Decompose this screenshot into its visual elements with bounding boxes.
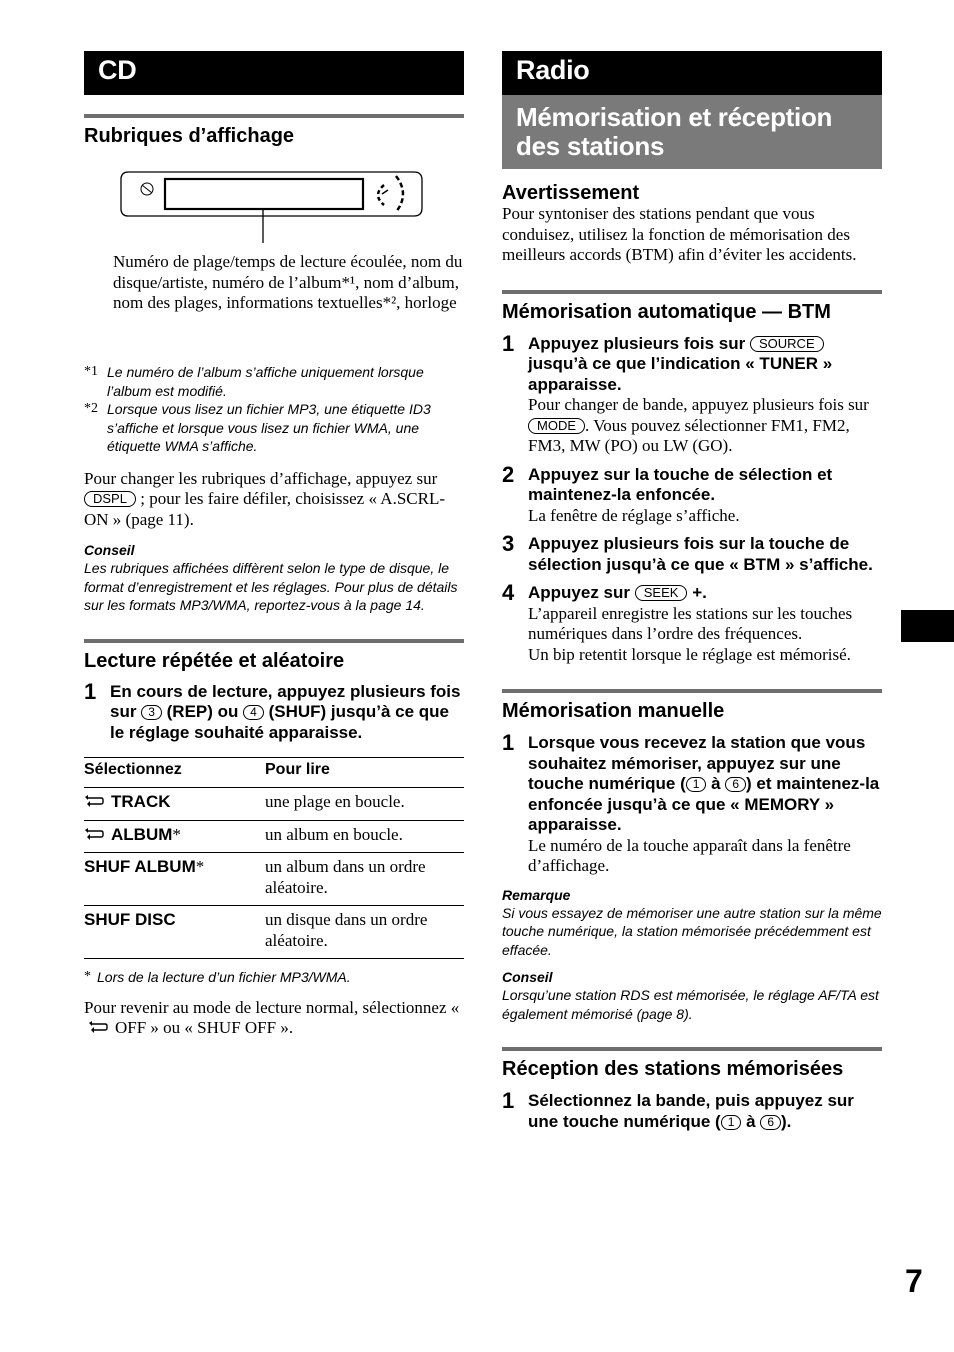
step-text: ) et maintenez-la enfoncée jusqu’à ce que « MEMORY » apparaisse. bbox=[528, 774, 880, 834]
step-detail: Le numéro de la touche apparaît dans la fenêtre d’affichage. bbox=[528, 835, 851, 875]
step-number: 2 bbox=[502, 461, 515, 487]
repeat-step-1 bbox=[84, 678, 464, 744]
step-text: à bbox=[746, 1111, 756, 1131]
table-row bbox=[84, 906, 464, 959]
step-text: Lorsque vous recevez la station que vous souhaitez mémoriser, appuyez sur une touche numérique ( bbox=[528, 733, 866, 793]
step-text: Sélectionnez la bande, puis appuyez sur une touche numérique ( bbox=[528, 1091, 854, 1131]
tip-title: Conseil bbox=[502, 969, 553, 985]
step-instruction: Appuyez sur la touche de sélection et maintenez-la enfoncée. bbox=[528, 464, 833, 504]
detail-text: . Vous pouvez sélectionner FM1, FM2, FM3, MW (PO) ou LW (GO). bbox=[528, 415, 850, 455]
source-key: SOURCE bbox=[750, 336, 824, 352]
step-instruction bbox=[528, 334, 882, 396]
play-mode-table bbox=[84, 757, 464, 959]
mode-label: TRACK bbox=[111, 792, 171, 811]
table-cell-select bbox=[84, 820, 265, 853]
column-header-play: Pour lire bbox=[265, 761, 330, 778]
step-text: jusqu’à ce que l’indication « TUNER » apparaisse. bbox=[528, 354, 833, 394]
display-change-paragraph bbox=[84, 469, 464, 531]
car-stereo-display-diagram bbox=[84, 163, 464, 243]
seek-key: SEEK bbox=[635, 585, 688, 601]
step-number: 1 bbox=[502, 330, 515, 356]
step-detail bbox=[528, 395, 882, 457]
step-instruction bbox=[110, 682, 464, 744]
dspl-key: DSPL bbox=[84, 491, 136, 507]
step-number: 1 bbox=[502, 1088, 515, 1113]
section-header-cd: CD bbox=[84, 51, 464, 95]
paragraph-text: OFF » ou « SHUF OFF ». bbox=[115, 1018, 294, 1037]
warning-title: Avertissement bbox=[502, 182, 640, 204]
step-instruction bbox=[528, 583, 882, 604]
step-detail: L’appareil enregistre les stations sur les touches numériques dans l’ordre des fréquences. bbox=[528, 603, 853, 643]
paragraph-text: Pour revenir au mode de lecture normal, sélectionnez « bbox=[84, 997, 460, 1017]
footnote-text: Lorsque vous lisez un fichier MP3, une étiquette ID3 s’affiche et lorsque vous lisez un fichier WMA, une étiquette WMA s’affiche. bbox=[107, 401, 431, 454]
tip-text: Les rubriques affichées diffèrent selon le type de disque, le format d’enregistrement et les réglages. Pour plus de détails sur les formats MP3/WMA, reportez-vous à la page 14. bbox=[84, 560, 458, 613]
table-cell-select bbox=[84, 853, 265, 906]
key-6: 6 bbox=[760, 1115, 781, 1130]
table-header-row bbox=[84, 758, 464, 788]
paragraph-text: Pour changer les rubriques d’affichage, appuyez sur bbox=[84, 468, 438, 488]
btm-step-4 bbox=[502, 580, 882, 665]
repeat-icon bbox=[88, 1020, 109, 1034]
remark-title: Remarque bbox=[502, 886, 571, 903]
asterisk: * bbox=[195, 857, 205, 876]
asterisk: * bbox=[172, 824, 181, 844]
receive-stations-heading: Réception des stations mémorisées bbox=[502, 1047, 882, 1082]
step-text: (SHUF) jusqu’à ce que le réglage souhaité apparaisse. bbox=[110, 702, 449, 742]
tip-text: Lorsqu’une station RDS est mémorisée, le réglage AF/TA est également mémorisé (page 8). bbox=[502, 987, 879, 1022]
step-detail: La fenêtre de réglage s’affiche. bbox=[528, 505, 740, 525]
key-6: 6 bbox=[725, 777, 746, 792]
step-instruction bbox=[528, 733, 882, 836]
receive-step-1 bbox=[502, 1088, 882, 1132]
step-text: Appuyez plusieurs fois sur bbox=[528, 333, 746, 353]
key-1: 1 bbox=[721, 1115, 742, 1130]
display-illustration bbox=[84, 149, 464, 354]
table-footnote bbox=[84, 968, 464, 987]
table-cell-select bbox=[84, 788, 265, 821]
btm-step-2 bbox=[502, 461, 882, 527]
table-cell-play: un album en boucle. bbox=[265, 824, 403, 844]
mode-label: SHUF DISC bbox=[84, 910, 176, 929]
step-text: ). bbox=[781, 1111, 792, 1131]
step-text: (REP) ou bbox=[166, 702, 239, 721]
table-row bbox=[84, 788, 464, 821]
column-header-select: Sélectionnez bbox=[84, 761, 182, 778]
btm-step-1 bbox=[502, 330, 882, 457]
paragraph-text: ; pour les faire défiler, choisissez « A.SCRL-ON » (page 11). bbox=[84, 489, 445, 529]
display-items-heading: Rubriques d’affichage bbox=[84, 114, 464, 149]
btm-step-3 bbox=[502, 531, 882, 575]
mode-label: SHUF ALBUM bbox=[84, 857, 196, 876]
chapter-tab bbox=[901, 610, 954, 642]
mode-label: ALBUM bbox=[111, 824, 173, 844]
table-row bbox=[84, 853, 464, 906]
section-subheader: Mémorisation et réception des stations bbox=[502, 95, 882, 169]
display-items-caption: Numéro de plage/temps de lecture écoulée, nom du disque/artiste, numéro de l’album*¹, nom d’album, nom des plages, informations textuelles*², horloge bbox=[113, 252, 463, 312]
step-instruction: Appuyez plusieurs fois sur la touche de sélection jusqu’à ce que « BTM » s’affiche. bbox=[528, 534, 873, 574]
step-text: Appuyez sur bbox=[528, 583, 631, 602]
warning-text: Pour syntoniser des stations pendant que vous conduisez, utilisez la fonction de mémorisation des meilleurs accords (BTM) afin d’éviter les accidents. bbox=[502, 204, 857, 264]
step-number: 1 bbox=[84, 678, 97, 704]
step-text: En cours de lecture, appuyez plusieurs fois sur bbox=[110, 681, 461, 721]
manual-memory-heading: Mémorisation manuelle bbox=[502, 689, 882, 724]
detail-text: Pour changer de bande, appuyez plusieurs fois sur bbox=[528, 395, 869, 414]
footnote-mark: *2 bbox=[84, 401, 98, 416]
footnote-text: Lors de la lecture d’un fichier MP3/WMA. bbox=[97, 969, 351, 985]
step-detail: Un bip retentit lorsque le réglage est mémorisé. bbox=[528, 644, 851, 664]
section-header-radio: Radio bbox=[502, 51, 882, 95]
table-cell-play: un album dans un ordre aléatoire. bbox=[265, 857, 426, 897]
footnote-mark: * bbox=[84, 969, 91, 984]
repeat-icon bbox=[84, 827, 105, 841]
manual-step-1 bbox=[502, 730, 882, 877]
table-cell-select bbox=[84, 906, 265, 959]
key-4: 4 bbox=[243, 705, 264, 720]
tip-title: Conseil bbox=[84, 542, 135, 558]
step-text: à bbox=[711, 774, 721, 793]
step-number: 1 bbox=[502, 730, 515, 755]
left-column bbox=[84, 51, 464, 1039]
normal-play-paragraph bbox=[84, 998, 464, 1039]
mode-key: MODE bbox=[528, 418, 585, 434]
step-instruction bbox=[528, 1091, 882, 1132]
btm-heading: Mémorisation automatique — BTM bbox=[502, 290, 882, 325]
repeat-icon bbox=[84, 794, 105, 808]
table-row bbox=[84, 820, 464, 853]
remark-text: Si vous essayez de mémoriser une autre station sur la même touche numérique, la station mémorisée précédemment est effacée. bbox=[502, 904, 882, 958]
footnote-1 bbox=[84, 363, 464, 400]
key-1: 1 bbox=[686, 777, 707, 792]
right-column bbox=[502, 51, 882, 1132]
step-number: 3 bbox=[502, 531, 515, 556]
key-3: 3 bbox=[141, 705, 162, 720]
footnote-mark: *1 bbox=[84, 364, 98, 379]
step-number: 4 bbox=[502, 580, 515, 605]
table-cell-play: un disque dans un ordre aléatoire. bbox=[265, 910, 428, 950]
footnote-2 bbox=[84, 400, 464, 456]
page-number: 7 bbox=[905, 1263, 923, 1299]
table-cell-play: une plage en boucle. bbox=[265, 792, 405, 811]
step-text: +. bbox=[692, 583, 707, 602]
footnote-text: Le numéro de l’album s’affiche uniquement lorsque l’album est modifié. bbox=[107, 364, 424, 399]
repeat-shuffle-heading: Lecture répétée et aléatoire bbox=[84, 639, 464, 674]
